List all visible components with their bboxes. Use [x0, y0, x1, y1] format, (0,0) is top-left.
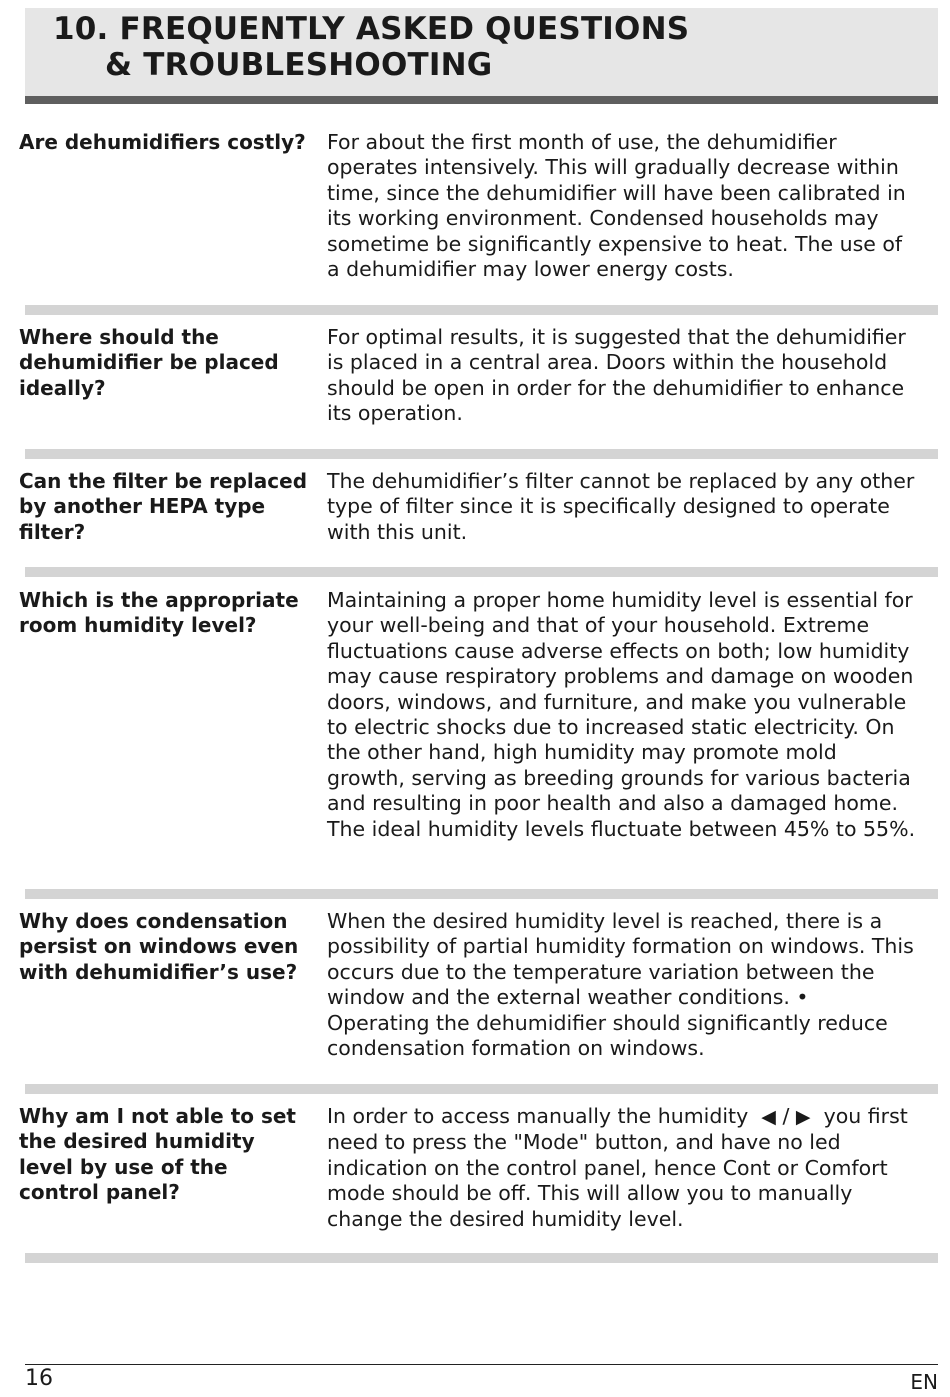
- arrow-left-icon: ◀: [761, 1106, 776, 1128]
- faq-question: Which is the appropriate room humidity level?: [19, 588, 299, 638]
- page-number: 16: [25, 1366, 53, 1391]
- faq-question: Where should the dehumidifier be placed ideally?: [19, 325, 279, 400]
- faq-divider: [25, 1084, 938, 1094]
- faq-answer: [327, 1104, 917, 1232]
- header-underline: [25, 96, 938, 104]
- faq-question: Can the filter be replaced by another HEPA type filter?: [19, 469, 308, 544]
- language-code: EN: [910, 1370, 938, 1394]
- faq-answer: When the desired humidity level is reached, there is a possibility of partial humidity formation on windows. This occurs due to the temperature variation between the window and the external weather conditions. • Operating the dehumidifier should significantly reduce condensation formation on windows.: [327, 909, 914, 1061]
- slash-separator: /: [782, 1104, 790, 1128]
- faq-question: Are dehumidifiers costly?: [19, 130, 306, 154]
- faq-divider: [25, 889, 938, 899]
- faq-question: Why does condensation persist on windows even with dehumidifier’s use?: [19, 909, 299, 984]
- faq-answer: The dehumidifier’s filter cannot be replaced by any other type of filter since it is specifically designed to operate with this unit.: [327, 469, 915, 544]
- faq-divider: [25, 305, 938, 315]
- faq-divider: [25, 449, 938, 459]
- faq-divider: [25, 1253, 938, 1263]
- section-title-line-2: & TROUBLESHOOTING: [105, 47, 493, 83]
- footer-rule: [25, 1364, 938, 1365]
- section-title-line-1: 10. FREQUENTLY ASKED QUESTIONS: [53, 11, 690, 47]
- faq-answer: For about the first month of use, the dehumidifier operates intensively. This will gradually decrease within time, since the dehumidifier will have been calibrated in its working environment. Condensed households may sometime be significantly expensive to heat. The use of a dehumidifier may lower energy costs.: [327, 130, 906, 282]
- section-header: [25, 8, 938, 96]
- arrow-right-icon: ▶: [795, 1106, 811, 1128]
- faq-answer-text-start: In order to access manually the humidity: [327, 1104, 749, 1128]
- faq-divider: [25, 567, 938, 577]
- faq-question: Why am I not able to set the desired humidity level by use of the control panel?: [19, 1104, 296, 1205]
- faq-answer-text-end: you first need to press the "Mode" button, and have no led indication on the control panel, hence Cont or Comfort mode should be off. This will allow you to manually change the desired humidity level.: [327, 1104, 908, 1231]
- faq-answer: For optimal results, it is suggested that the dehumidifier is placed in a central area. Doors within the household should be open in order for the dehumidifier to enhance its operation.: [327, 325, 906, 426]
- faq-answer: Maintaining a proper home humidity level is essential for your well-being and that of your household. Extreme fluctuations cause adverse effects on both; low humidity may cause respiratory problems and damage on wooden doors, windows, and furniture, and make you vulnerable to electric shocks due to increased static electricity. On the other hand, high humidity may promote mold growth, serving as breeding grounds for various bacteria and resulting in poor health and also a damaged home. The ideal humidity levels fluctuate between 45% to 55%.: [327, 588, 916, 841]
